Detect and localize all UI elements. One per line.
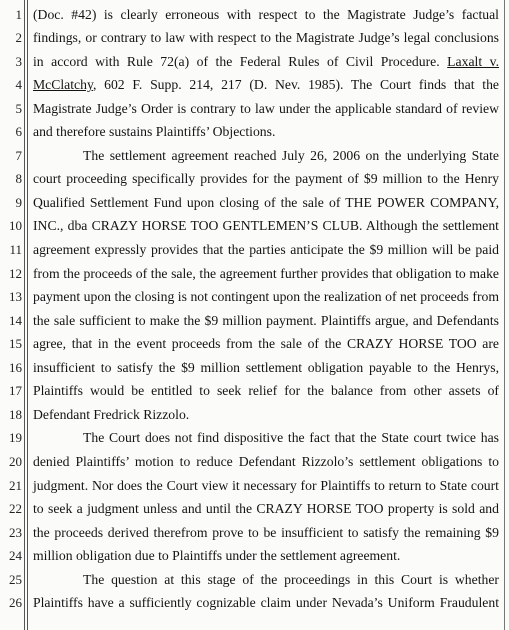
line-number: 16 (9, 359, 22, 375)
text-line: from the proceeds of the sale, the agreement further provides that obligation to make (33, 265, 499, 281)
left-margin-rule (24, 0, 25, 630)
line-number: 3 (15, 53, 22, 69)
text-line: Magistrate Judge’s Order is contrary to law under the applicable standard of review (33, 100, 499, 116)
text-line: judgment. Nor does the Court view it necessary for Plaintiffs to return to State court (33, 477, 499, 493)
text-line: insufficient to satisfy the $9 million settlement obligation payable to the Henrys, (33, 359, 499, 375)
line-number: 15 (9, 336, 22, 352)
line-number: 24 (9, 548, 22, 564)
line-number: 1 (15, 6, 22, 22)
text-line: the proceeds derived therefrom prove to be insufficient to satisfy the remaining $9 (33, 524, 499, 540)
line-number: 2 (15, 30, 22, 46)
line-number: 4 (15, 77, 22, 93)
line-number: 20 (9, 453, 22, 469)
text-segment: in accord with Rule 72(a) of the Federal Rules of Civil Procedure. (33, 53, 448, 69)
line-number: 7 (15, 147, 22, 163)
left-margin-rule-inner (27, 0, 28, 630)
case-citation: McClatchy (33, 77, 93, 93)
text-line: Plaintiffs would be entitled to seek relief for the balance from other assets of (33, 383, 499, 399)
text-segment: , 602 F. Supp. 214, 217 (D. Nev. 1985). The Court finds that the (92, 77, 499, 93)
line-number: 23 (9, 524, 22, 540)
line-number: 13 (9, 289, 22, 305)
line-number: 18 (9, 406, 22, 422)
line-number: 22 (9, 501, 22, 517)
text-line: The question at this stage of the proceedings in this Court is whether (83, 571, 499, 587)
text-line: court proceeding specifically provides for the payment of $9 million to the Henry (33, 171, 499, 187)
line-number: 6 (15, 124, 22, 140)
text-line: payment upon the closing is not contingent upon the realization of net proceeds from (33, 289, 499, 305)
line-number: 25 (9, 571, 22, 587)
text-line: (Doc. #42) is clearly erroneous with respect to the Magistrate Judge’s factual (33, 6, 499, 22)
text-line: agree, that in the event proceeds from the sale of the CRAZY HORSE TOO are (33, 336, 499, 352)
text-line (33, 50, 499, 73)
text-line: Plaintiffs have a sufficiently cognizable claim under Nevada’s Uniform Fraudulent (33, 595, 499, 611)
line-number: 26 (9, 595, 22, 611)
line-number: 11 (9, 242, 22, 257)
case-citation: Laxalt v. (447, 53, 500, 69)
text-line: The settlement agreement reached July 26, 2006 on the underlying State (83, 147, 499, 163)
line-number: 19 (9, 430, 22, 446)
line-number: 5 (15, 100, 22, 116)
text-line: The Court does not find dispositive the fact that the State court twice has (83, 430, 499, 446)
text-line: Defendant Fredrick Rizzolo. (33, 406, 190, 422)
text-line: to seek a judgment unless and until the CRAZY HORSE TOO property is sold and (33, 501, 499, 517)
text-line: and therefore sustains Plaintiffs’ Objections. (33, 124, 276, 140)
text-line: million obligation due to Plaintiffs under the settlement agreement. (33, 548, 401, 564)
right-margin-rule (504, 0, 505, 630)
text-line (33, 73, 499, 96)
text-line: denied Plaintiffs’ motion to reduce Defendant Rizzolo’s settlement obligations to (33, 453, 499, 469)
text-line: findings, or contrary to law with respect to the Magistrate Judge’s legal conclusions (33, 30, 499, 46)
line-number: 14 (9, 312, 22, 328)
line-number: 8 (15, 171, 22, 187)
text-line: the sale sufficient to make the $9 million payment. Plaintiffs argue, and Defendants (33, 312, 499, 328)
line-number: 10 (9, 218, 22, 234)
text-line: INC., dba CRAZY HORSE TOO GENTLEMEN’S CLUB. Although the settlement (33, 218, 499, 234)
line-number: 21 (9, 477, 22, 493)
line-number: 9 (15, 194, 22, 210)
text-line: Qualified Settlement Fund upon closing of the sale of THE POWER COMPANY, (33, 194, 499, 210)
line-number: 17 (9, 383, 22, 399)
line-number: 12 (9, 265, 22, 281)
text-line: agreement expressly provides that the parties anticipate the $9 million will be paid (33, 242, 499, 257)
